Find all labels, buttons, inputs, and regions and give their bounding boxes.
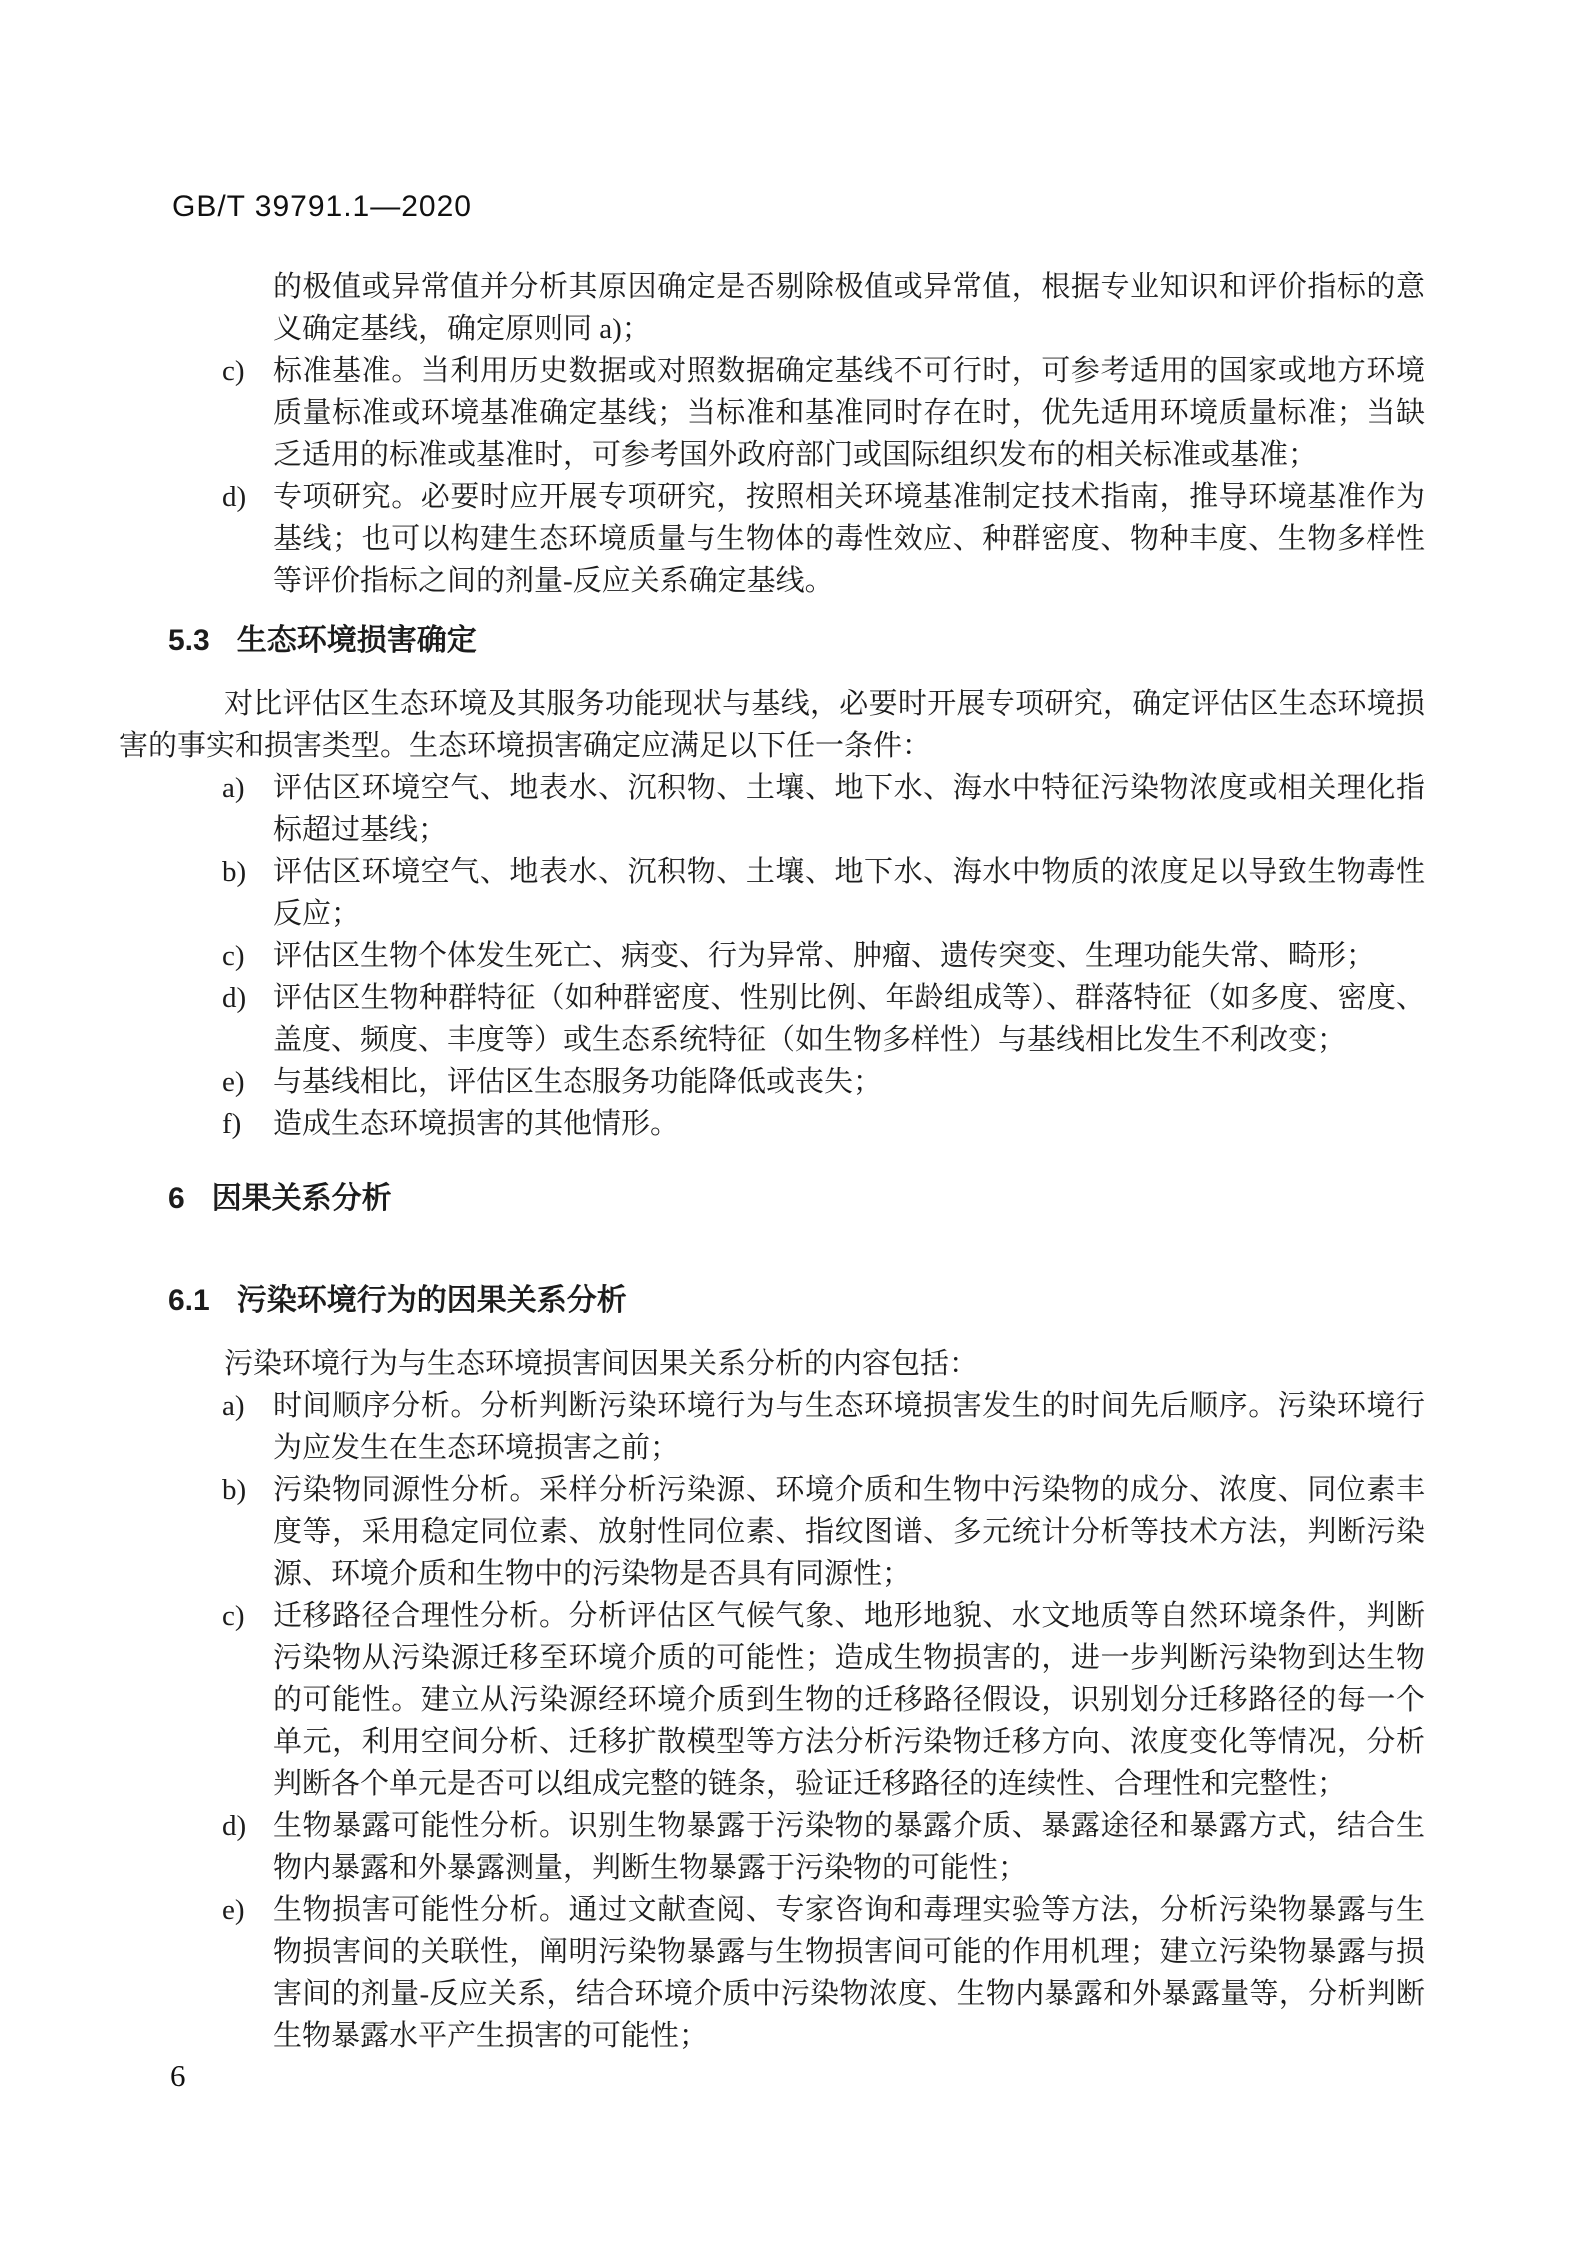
list-item-text: 评估区生物个体发生死亡、病变、行为异常、肿瘤、遗传突变、生理功能失常、畸形； (273, 940, 1376, 972)
list-item-text: 与基线相比，评估区生态服务功能降低或丧失； (273, 1066, 883, 1098)
list-item (119, 350, 1425, 476)
list-item (119, 977, 1425, 1061)
list-item (119, 1469, 1425, 1595)
list-item-text: 专项研究。必要时应开展专项研究，按照相关环境基准制定技术指南，推导环境基准作为基线；也可以构建生态环境质量与生物体的毒性效应、种群密度、物种丰度、生物多样性等评价指标之间的剂量-反应关系确定基线。 (273, 481, 1425, 597)
list-item-label: b) (222, 1474, 247, 1506)
section-title: 因果关系分析 (211, 1182, 392, 1215)
paragraph-6-1-intro: 污染环境行为与生态环境损害间因果关系分析的内容包括： (224, 1348, 979, 1380)
list-item-label: b) (222, 856, 247, 888)
section-number: 6.1 (168, 1284, 210, 1317)
list-item-text: 生物暴露可能性分析。识别生物暴露于污染物的暴露介质、暴露途径和暴露方式，结合生物内暴露和外暴露测量，判断生物暴露于污染物的可能性； (273, 1810, 1425, 1884)
list-item (119, 767, 1425, 851)
list-item-text: 时间顺序分析。分析判断污染环境行为与生态环境损害发生的时间先后顺序。污染环境行为应发生在生态环境损害之前； (273, 1390, 1425, 1464)
list-item (119, 1061, 1425, 1103)
list-item-text: 评估区环境空气、地表水、沉积物、土壤、地下水、海水中特征污染物浓度或相关理化指标超过基线； (273, 772, 1425, 846)
list-item-text: 生物损害可能性分析。通过文献查阅、专家咨询和毒理实验等方法，分析污染物暴露与生物损害间的关联性，阐明污染物暴露与生物损害间可能的作用机理；建立污染物暴露与损害间的剂量-反应关系，结合环境介质中污染物浓度、生物内暴露和外暴露量等，分析判断生物暴露水平产生损害的可能性； (273, 1894, 1425, 2052)
section-number: 5.3 (168, 624, 210, 657)
list-item-label: e) (222, 1066, 245, 1098)
page-number: 6 (170, 2058, 186, 2093)
section-heading-5-3 (168, 620, 1425, 662)
list-item-label: d) (222, 481, 247, 513)
paragraph-5-3-intro: 对比评估区生态环境及其服务功能现状与基线，必要时开展专项研究，确定评估区生态环境损害的事实和损害类型。生态环境损害确定应满足以下任一条件： (119, 688, 1425, 762)
section-heading-6-1 (168, 1280, 1425, 1322)
list-item (119, 935, 1425, 977)
running-header-standard-number: GB/T 39791.1—2020 (172, 190, 472, 223)
list-item-label: c) (222, 940, 245, 972)
list-item-text: 标准基准。当利用历史数据或对照数据确定基线不可行时，可参考适用的国家或地方环境质量标准或环境基准确定基线；当标准和基准同时存在时，优先适用环境质量标准；当缺乏适用的标准或基准时，可参考国外政府部门或国际组织发布的相关标准或基准； (273, 355, 1425, 471)
list-item-label: c) (222, 1600, 245, 1632)
list-item-label: c) (222, 355, 245, 387)
page-body (119, 266, 1425, 2057)
paragraph-continuation-item-b: 的极值或异常值并分析其原因确定是否剔除极值或异常值，根据专业知识和评价指标的意义确定基线，确定原则同 a)； (273, 271, 1425, 345)
list-item (119, 1889, 1425, 2057)
list-item (119, 1595, 1425, 1805)
list-item-label: f) (222, 1108, 242, 1140)
list-item-text: 迁移路径合理性分析。分析评估区气候气象、地形地貌、水文地质等自然环境条件，判断污染物从污染源迁移至环境介质的可能性；造成生物损害的，进一步判断污染物到达生物的可能性。建立从污染源经环境介质到生物的迁移路径假设，识别划分迁移路径的每一个单元，利用空间分析、迁移扩散模型等方法分析污染物迁移方向、浓度变化等情况，分析判断各个单元是否可以组成完整的链条，验证迁移路径的连续性、合理性和完整性； (273, 1600, 1425, 1800)
list-item-text: 评估区环境空气、地表水、沉积物、土壤、地下水、海水中物质的浓度足以导致生物毒性反应； (273, 856, 1425, 930)
list-item (119, 476, 1425, 602)
list-item-label: d) (222, 982, 247, 1014)
list-item-text: 评估区生物种群特征（如种群密度、性别比例、年龄组成等）、群落特征（如多度、密度、盖度、频度、丰度等）或生态系统特征（如生物多样性）与基线相比发生不利改变； (273, 982, 1425, 1056)
list-item (119, 1103, 1425, 1145)
list-item-text: 污染物同源性分析。采样分析污染源、环境介质和生物中污染物的成分、浓度、同位素丰度等，采用稳定同位素、放射性同位素、指纹图谱、多元统计分析等技术方法，判断污染源、环境介质和生物中的污染物是否具有同源性； (273, 1474, 1425, 1590)
list-item-label: a) (222, 1390, 245, 1422)
section-title: 污染环境行为的因果关系分析 (236, 1284, 627, 1317)
section-number: 6 (168, 1182, 185, 1215)
list-item-text: 造成生态环境损害的其他情形。 (273, 1108, 680, 1140)
section-heading-6 (168, 1178, 1425, 1220)
list-item (119, 1805, 1425, 1889)
list-item (119, 851, 1425, 935)
list-item (119, 1385, 1425, 1469)
list-item-label: d) (222, 1810, 247, 1842)
list-item-label: e) (222, 1894, 245, 1926)
section-title: 生态环境损害确定 (236, 624, 477, 657)
list-item-label: a) (222, 772, 245, 804)
